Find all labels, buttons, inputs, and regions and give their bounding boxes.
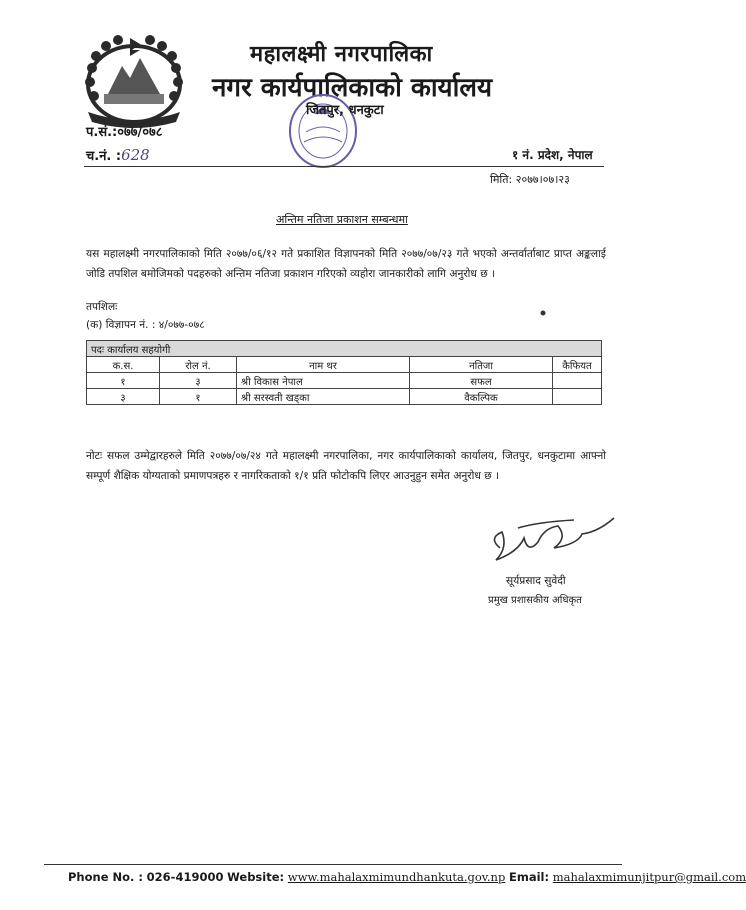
results-table <box>86 340 602 405</box>
table-row <box>87 389 602 405</box>
ad-number: (क) विज्ञापन नं. : ४/०७७-०७८ <box>86 319 205 331</box>
cell-result: वैकल्पिक <box>410 389 553 405</box>
table-row <box>87 373 602 389</box>
header-divider <box>84 166 604 167</box>
phone-label: Phone No. : <box>68 870 144 884</box>
cell-result: सफल <box>410 373 553 389</box>
cell-remarks <box>553 389 602 405</box>
nepal-emblem-logo <box>78 28 190 132</box>
cell-remarks <box>553 373 602 389</box>
ink-dot <box>540 310 546 316</box>
cell-sn: १ <box>87 373 160 389</box>
letter-subject: अन्तिम नतिजा प्रकाशन सम्बन्धमा <box>276 213 408 226</box>
municipality-name: महालक्ष्मी नगरपालिका <box>250 42 433 67</box>
footer-divider <box>44 864 622 865</box>
handwritten-signature <box>478 508 618 572</box>
signatory-title: प्रमुख प्रशासकीय अधिकृत <box>488 595 582 606</box>
cell-name: श्री सरस्वती खड्का <box>237 389 410 405</box>
table-header-row <box>87 357 602 373</box>
letter-body: यस महालक्ष्मी नगरपालिकाको मिति २०७७/०६/१२ गते प्रकाशित विज्ञापनको मिति २०७७/०७/२३ गते भएको अन्तर्वार्ताबाट प्राप्त अङ्कलाई जोडि तपशिल बमोजिमको पदहरुको अन्तिम नतिजा प्रकाशन गरिएको व्यहोरा जानकारीको लागि अनुरोध छ । <box>86 248 606 280</box>
cell-name: श्री विकास नेपाल <box>237 373 410 389</box>
chn-label: च.नं. : <box>86 149 122 164</box>
signatory-name: सूर्यप्रसाद सुवेदी <box>506 575 566 587</box>
email-link[interactable]: mahalaxmimunjitpur@gmail.com <box>552 870 746 884</box>
province: १ नं. प्रदेश, नेपाल <box>512 148 593 162</box>
position-row <box>87 341 602 357</box>
letter-date: मिति: २०७७।०७।२३ <box>490 173 570 186</box>
ps-value: ०७७/०७८ <box>117 125 163 140</box>
header-remarks: कैफियत <box>553 357 602 373</box>
phone-number: 026-419000 <box>146 870 224 884</box>
ps-number <box>86 122 163 140</box>
header-result: नतिजा <box>410 357 553 373</box>
position-label: पदः कार्यालय सहयोगी <box>87 341 602 357</box>
website-link[interactable]: www.mahalaxmimundhankuta.gov.np <box>287 870 506 884</box>
chn-number <box>86 146 150 164</box>
footer-contact <box>68 870 746 884</box>
header-roll: रोल नं. <box>160 357 237 373</box>
cell-roll: १ <box>160 389 237 405</box>
chn-value: 628 <box>121 146 150 164</box>
note-paragraph: नोटः सफल उम्मेद्वारहरुले मिति २०७७/०७/२४ गते महालक्ष्मी नगरपालिका, नगर कार्यपालिकाको कार्यालय, जितपुर, धनकुटामा आफ्नो सम्पूर्ण शैक्षिक योग्यताको प्रमाणपत्रहरु र नागरिकताको १/१ प्रति फोटोकपि लिएर आउनुहुन समेत अनुरोध छ । <box>86 450 606 482</box>
header-name: नाम थर <box>237 357 410 373</box>
ps-label: प.सं.: <box>86 125 118 140</box>
details-label: तपशिलः <box>86 301 118 313</box>
location: जितपुर, धनकुटा <box>306 103 384 118</box>
office-name: नगर कार्यपालिकाको कार्यालय <box>212 73 493 103</box>
header-sn: क.स. <box>87 357 160 373</box>
cell-roll: ३ <box>160 373 237 389</box>
email-label: Email: <box>508 870 550 884</box>
website-label: Website: <box>227 870 285 884</box>
cell-sn: ३ <box>87 389 160 405</box>
